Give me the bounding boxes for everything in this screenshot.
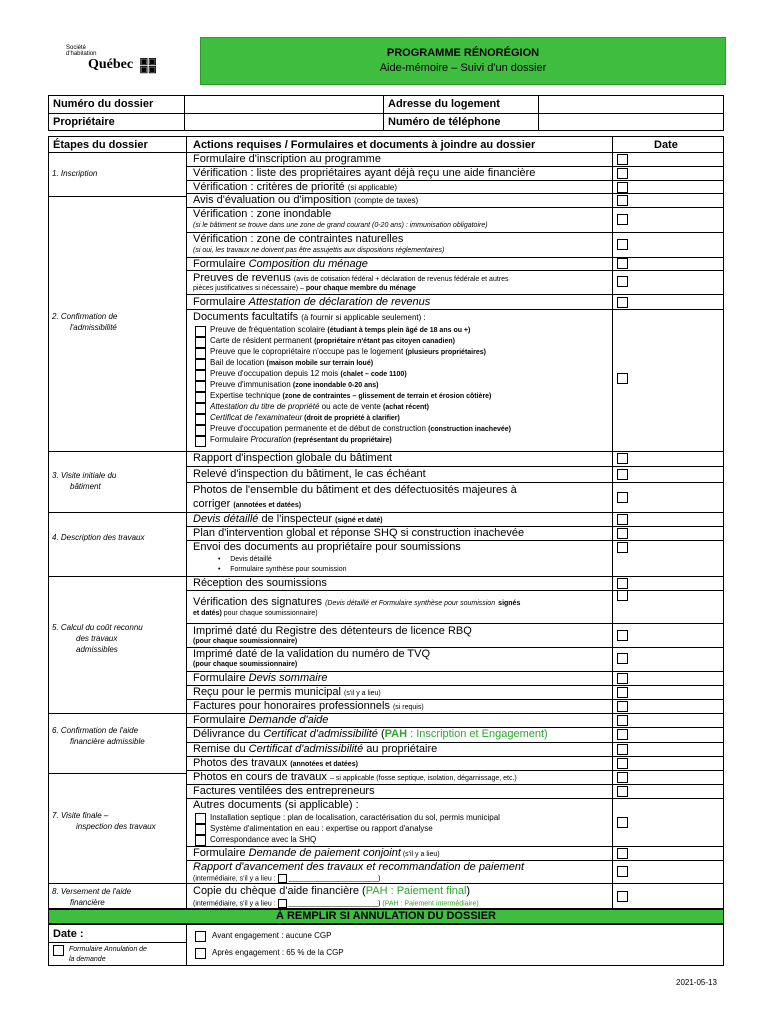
doc-checkbox-3[interactable]: [195, 348, 206, 359]
step-7-line2: inspection des travaux: [76, 822, 156, 831]
dc-4: : Inscription et Engagement): [407, 728, 548, 740]
dc-3: (: [377, 728, 385, 740]
vs-text: Vérification des signatures: [193, 596, 323, 608]
rc-1: Remise du: [193, 743, 249, 755]
ra-line: _______________________): [288, 875, 381, 883]
annulation-form-line2: la demande: [69, 956, 106, 963]
doc-8-mid: ou acte de vente: [319, 402, 384, 411]
cc-line: _______________________): [288, 900, 381, 908]
step-5-line3: admissibles: [76, 645, 118, 654]
doc-1-note: (étudiant à temps plein âgé de 18 ans ou +): [327, 327, 471, 334]
date-checkbox-contraintes[interactable]: [617, 239, 628, 250]
avis-note: (compte de taxes): [354, 196, 419, 205]
doc-checkbox-5[interactable]: [195, 370, 206, 381]
action-paiement-conjoint: [193, 847, 440, 859]
step-5-line2: des travaux: [76, 634, 118, 643]
action-copie-cheque: Copie du chèque d'aide financière (PAH : Paiement final): [193, 885, 471, 897]
action-releve-inspection: Relevé d'inspection du bâtiment, le cas échéant: [193, 468, 426, 480]
doc-11-prefix: Formulaire: [210, 435, 251, 444]
dd-note: (signé et daté): [335, 517, 383, 524]
adresse-input[interactable]: [540, 96, 723, 112]
date-checkbox-honoraires[interactable]: [617, 701, 628, 712]
cheque-intermediaire-checkbox[interactable]: [278, 899, 287, 908]
rc-3: au propriétaire: [363, 743, 438, 755]
date-checkbox-photos-travaux[interactable]: [617, 758, 628, 769]
cc-pah: PAH : Paiement final: [365, 885, 467, 897]
fleur-de-lis-icon: ▣▣ ▣▣: [139, 56, 157, 74]
doc-11: [210, 435, 392, 444]
action-photos-travaux: [193, 757, 358, 769]
annulation-form-line1: Formulaire Annulation de: [69, 946, 147, 953]
date-checkbox-photos-cours[interactable]: [617, 772, 628, 783]
date-checkbox-rapport[interactable]: [617, 453, 628, 464]
step-5: 5. Calcul du coût reconnu: [52, 623, 143, 632]
doc-5-note: (chalet – code 1100): [340, 371, 407, 378]
rbq-note: (pour chaque soumissionnaire): [193, 638, 298, 645]
doc-checkbox-2[interactable]: [195, 337, 206, 348]
other-doc-1: Installation septique : plan de localisation, caractérisation du sol, permis municipal: [210, 813, 500, 822]
photos-corriger: corriger: [193, 498, 231, 510]
avis-text: Avis d'évaluation ou d'imposition: [193, 194, 352, 206]
banner-subtitle: Aide-mémoire – Suivi d'un dossier: [379, 62, 547, 74]
action-honoraires: [193, 700, 424, 712]
doc-3-note: (plusieurs propriétaires): [405, 349, 486, 356]
pr-note3: pour chaque membre du ménage: [305, 285, 416, 292]
action-autres-documents: Autres documents (si applicable) :: [193, 799, 359, 811]
date-checkbox-devis-sommaire[interactable]: [617, 673, 628, 684]
pt-text: Photos des travaux: [193, 757, 291, 769]
other-doc-2: Système d'alimentation en eau : expertise ou rapport d'analyse: [210, 824, 433, 833]
date-checkbox-revenus[interactable]: [617, 276, 628, 287]
doc-1: [210, 325, 470, 334]
doc-6-text: Preuve d'immunisation: [210, 380, 293, 389]
doc-5: [210, 369, 407, 378]
dc-1: Délivrance du: [193, 728, 264, 740]
pec-text: Photos en cours de travaux: [193, 771, 327, 783]
apres-engagement-checkbox[interactable]: [195, 948, 206, 959]
date-checkbox-rbq[interactable]: [617, 630, 628, 641]
date-checkbox-remise[interactable]: [617, 744, 628, 755]
step-8-line2: financière: [70, 898, 105, 907]
date-checkbox-permis[interactable]: [617, 687, 628, 698]
dd-title: Devis détaillé: [193, 513, 259, 525]
zone-inondable-note: (si le bâtiment se trouve dans une zone de grand courant (0-20 ans) : immunisation obligatoire): [193, 222, 488, 229]
pt-note: (annotées et datées): [290, 761, 358, 768]
step-6: 6. Confirmation de l'aide: [52, 726, 139, 735]
doc-checkbox-8[interactable]: [195, 403, 206, 414]
date-checkbox-criteres[interactable]: [617, 182, 628, 193]
doc-8-text: Attestation du titre de propriété: [210, 402, 320, 411]
dc-pah: PAH: [384, 728, 408, 740]
doc-9-text: Certificat de l'examinateur: [210, 413, 303, 422]
action-tvq: Imprimé daté de la validation du numéro de TVQ: [193, 648, 431, 660]
step-3-line2: bâtiment: [70, 482, 101, 491]
date-checkbox-paiement-conjoint[interactable]: [617, 848, 628, 859]
doc-9-note: (droit de propriété à clarifier): [302, 415, 400, 422]
action-criteres: [193, 181, 397, 193]
doc-6: [210, 380, 378, 389]
logo-line2: d'habitation: [66, 51, 97, 57]
date-checkbox-envoi[interactable]: [617, 542, 628, 553]
doc-7-text: Expertise technique: [210, 391, 283, 400]
step-2-line2: l'admissibilité: [70, 323, 117, 332]
footer-date: 2021-05-13: [676, 978, 717, 987]
annulation-form-label: [69, 945, 147, 965]
doc-3: [210, 347, 486, 356]
date-checkbox-autres[interactable]: [617, 817, 628, 828]
doc-4-note: (maison mobile sur terrain loué): [266, 360, 374, 367]
action-liste-proprietaires: Vérification : liste des propriétaires ayant déjà reçu une aide financière: [193, 167, 536, 179]
date-checkbox-facultatifs[interactable]: [617, 373, 628, 384]
annulation-date-label: Date :: [53, 928, 84, 940]
date-checkbox-attestation[interactable]: [617, 297, 628, 308]
action-remise-certificat: [193, 743, 437, 755]
actions-header: Actions requises / Formulaires et documents à joindre au dossier: [193, 139, 536, 151]
annulation-form-checkbox[interactable]: [53, 945, 64, 956]
logo-name: Québec: [88, 57, 134, 73]
vs-note1b: signés: [498, 600, 521, 607]
action-delivrance-certificat: [193, 728, 548, 740]
date-checkbox-demande-aide[interactable]: [617, 715, 628, 726]
date-checkbox-inscription[interactable]: [617, 154, 628, 165]
doc-5-text: Preuve d'occupation depuis 12 mois: [210, 369, 341, 378]
doc-2-text: Carte de résident permanent: [210, 336, 315, 345]
pr-note2: pièces justificatives si nécessaire) –: [193, 285, 304, 292]
action-reception-soumissions: Réception des soumissions: [193, 577, 327, 589]
proprietaire-input[interactable]: [186, 114, 382, 130]
verification-signatures-note: [193, 610, 318, 617]
action-documents-facultatifs: [193, 311, 426, 323]
action-contraintes: Vérification : zone de contraintes naturelles: [193, 233, 404, 245]
apres-engagement-label: Après engagement : 65 % de la CGP: [212, 948, 344, 957]
annulation-table: [48, 924, 724, 966]
numero-dossier-label: Numéro du dossier: [53, 98, 154, 110]
action-devis-detaille: [193, 513, 383, 525]
date-checkbox-cheque[interactable]: [617, 891, 628, 902]
doc-checkbox-11[interactable]: [195, 436, 206, 447]
preuves-revenus-note: [193, 285, 416, 292]
action-attestation-revenus: [193, 296, 430, 308]
cc-note: (intermédiaire, s'il y a lieu :: [193, 900, 276, 908]
telephone-input[interactable]: [540, 114, 723, 130]
telephone-label: Numéro de téléphone: [388, 116, 501, 128]
doc-checkbox-9[interactable]: [195, 414, 206, 425]
logo-line1: Société: [66, 45, 87, 51]
doc-checkbox-7[interactable]: [195, 392, 206, 403]
pc-note: (s'il y a lieu): [400, 851, 440, 858]
df-text: Documents facultatifs: [193, 311, 299, 323]
shq-logo: [66, 45, 176, 75]
action-rapport-avancement: Rapport d'avancement des travaux et recommandation de paiement: [193, 861, 525, 873]
step-2: 2. Confirmation de: [52, 312, 118, 321]
action-preuves-revenus: [193, 272, 509, 284]
step-8: 8. Versement de l'aide: [52, 887, 132, 896]
step-1: 1. Inscription: [52, 169, 98, 178]
pc-title: Demande de paiement conjoint: [248, 847, 401, 859]
doc-10: [210, 424, 511, 433]
step-7: 7. Visite finale –: [52, 811, 109, 820]
criteres-note: (si applicable): [347, 183, 398, 192]
avant-engagement-checkbox[interactable]: [195, 931, 206, 942]
doc-1-text: Preuve de fréquentation scolaire: [210, 325, 328, 334]
criteres-text: Vérification : critères de priorité: [193, 181, 345, 193]
att-prefix: Formulaire: [193, 296, 249, 308]
action-rapport-inspection: Rapport d'inspection globale du bâtiment: [193, 452, 393, 464]
proprietaire-label: Propriétaire: [53, 116, 115, 128]
action-envoi-documents: Envoi des documents au propriétaire pour soumissions: [193, 541, 461, 553]
bullet-devis: • Devis détaillé: [218, 556, 272, 563]
doc-2-note: (propriétaire n'étant pas citoyen canadien): [314, 338, 455, 345]
vs-note1: (Devis détaillé et Formulaire synthèse pour soumission: [325, 600, 496, 607]
action-permis-municipal: [193, 686, 381, 698]
ds-title: Devis sommaire: [248, 672, 328, 684]
photos-note: (annotées et datées): [233, 502, 302, 509]
date-checkbox-composition[interactable]: [617, 258, 628, 269]
annulation-title: À REMPLIR SI ANNULATION DU DOSSIER: [48, 909, 724, 924]
date-checkbox-releve[interactable]: [617, 469, 628, 480]
cc-1: Copie du chèque d'aide financière (: [193, 885, 366, 897]
doc-8-note: (achat récent): [383, 404, 429, 411]
etapes-header: Étapes du dossier: [53, 139, 148, 151]
cm-title: Composition du ménage: [248, 258, 368, 270]
date-header: Date: [654, 139, 678, 151]
other-doc-checkbox-3[interactable]: [195, 835, 206, 846]
doc-7-note: (zone de contraintes – glissement de terrain et érosion côtière): [282, 393, 492, 400]
date-checkbox-delivrance[interactable]: [617, 729, 628, 740]
date-checkbox-plan[interactable]: [617, 528, 628, 539]
doc-4-text: Bail de location: [210, 358, 267, 367]
date-checkbox-rapport-avancement[interactable]: [617, 866, 628, 877]
doc-10-note: (construction inachevée): [428, 426, 511, 433]
pm-note: (s'il y a lieu): [344, 690, 381, 697]
action-composition-menage: [193, 258, 368, 270]
date-checkbox-tvq[interactable]: [617, 653, 628, 664]
contraintes-note: (si oui, les travaux ne doivent pas être assujettis aux dispositions réglementaires): [193, 247, 445, 254]
att-title: Attestation de déclaration de revenus: [248, 296, 431, 308]
ds-prefix: Formulaire: [193, 672, 249, 684]
doc-checkbox-1[interactable]: [195, 326, 206, 337]
action-devis-sommaire: [193, 672, 327, 684]
date-checkbox-signatures[interactable]: [617, 590, 628, 601]
doc-11-title: Procuration: [250, 435, 292, 444]
doc-4: [210, 358, 373, 367]
doc-8: [210, 402, 429, 411]
hon-note: (si requis): [392, 704, 424, 711]
date-checkbox-photos[interactable]: [617, 492, 628, 503]
copie-cheque-note: [193, 899, 479, 908]
doc-9: [210, 413, 400, 422]
doc-6-note: (zone inondable 0-20 ans): [292, 382, 379, 389]
action-zone-inondable: Vérification : zone inondable: [193, 208, 332, 220]
cc-pah-note: (PAH : Paiement intermédiaire): [382, 900, 479, 908]
date-checkbox-liste[interactable]: [617, 168, 628, 179]
step-4: 4. Description des travaux: [52, 533, 145, 542]
other-doc-checkbox-1[interactable]: [195, 813, 206, 824]
banner-title: PROGRAMME RÉNORÉGION: [386, 47, 540, 59]
other-doc-checkbox-2[interactable]: [195, 824, 206, 835]
dd-text: de l'inspecteur: [258, 513, 336, 525]
bullet-devis-text: Devis détaillé: [230, 556, 272, 563]
adresse-label: Adresse du logement: [388, 98, 500, 110]
rc-2: Certificat d'admissibilité: [248, 743, 364, 755]
doc-7: [210, 391, 491, 400]
numero-dossier-input[interactable]: [186, 96, 382, 112]
action-demande-aide: [193, 714, 328, 726]
action-photos-batiment-2: [193, 498, 301, 510]
doc-checkbox-4[interactable]: [195, 359, 206, 370]
hon-text: Factures pour honoraires professionnels: [193, 700, 390, 712]
doc-checkbox-6[interactable]: [195, 381, 206, 392]
action-avis-evaluation: [193, 194, 418, 206]
df-note: (à fournir si applicable seulement) :: [301, 313, 426, 322]
action-photos-batiment: Photos de l'ensemble du bâtiment et des défectuosités majeures à: [193, 484, 517, 496]
action-factures-ventilees: Factures ventilées des entrepreneurs: [193, 785, 375, 797]
pr-note1: (avis de cotisation fédéral + déclaration de revenus fédérale et autres: [293, 276, 509, 283]
action-verification-signatures: [193, 596, 520, 608]
pr-text: Preuves de revenus: [193, 272, 291, 284]
program-banner: [200, 37, 726, 85]
pc-prefix: Formulaire: [193, 847, 249, 859]
date-checkbox-avis[interactable]: [617, 195, 628, 206]
doc-11-note: (représentant du propriétaire): [291, 437, 392, 444]
date-checkbox-factures[interactable]: [617, 786, 628, 797]
date-checkbox-devis-detaille[interactable]: [617, 514, 628, 525]
action-plan-intervention: Plan d'intervention global et réponse SHQ si construction inachevée: [193, 527, 525, 539]
bullet-formulaire: • Formulaire synthèse pour soumission: [218, 566, 347, 573]
avant-engagement-label: Avant engagement : aucune CGP: [212, 931, 332, 940]
bullet-formulaire-text: Formulaire synthèse pour soumission: [230, 566, 347, 573]
vs-note2a: et datés): [193, 610, 222, 617]
doc-10-text: Preuve d'occupation permanente et de début de construction: [210, 424, 429, 433]
step-6-line2: financière admissible: [70, 737, 145, 746]
tvq-note: (pour chaque soumissionnaire): [193, 661, 298, 668]
action-photos-en-cours: [193, 771, 517, 783]
pec-note: – si applicable (fosse septique, isolation, dégarnissage, etc.): [329, 775, 517, 782]
pm-text: Reçu pour le permis municipal: [193, 686, 341, 698]
step-3: 3. Visite initiale du: [52, 471, 117, 480]
rapport-intermediaire-checkbox[interactable]: [278, 874, 287, 883]
action-inscription: Formulaire d'inscription au programme: [193, 153, 381, 165]
da-title: Demande d'aide: [248, 714, 329, 726]
da-prefix: Formulaire: [193, 714, 249, 726]
doc-checkbox-10[interactable]: [195, 425, 206, 436]
vs-note2: pour chaque soumissionnaire): [223, 610, 318, 617]
ra-note: (intermédiaire, s'il y a lieu :: [193, 875, 276, 883]
doc-2: [210, 336, 455, 345]
date-checkbox-reception[interactable]: [617, 578, 628, 589]
other-doc-3: Correspondance avec la SHQ: [210, 835, 317, 844]
doc-3-text: Preuve que le copropriétaire n'occupe pas le logement: [210, 347, 406, 356]
action-registre-rbq: Imprimé daté du Registre des détenteurs de licence RBQ: [193, 625, 472, 637]
dc-2: Certificat d'admissibilité: [263, 728, 378, 740]
date-checkbox-inondable[interactable]: [617, 214, 628, 225]
cm-prefix: Formulaire: [193, 258, 249, 270]
rapport-avancement-note: [193, 874, 380, 883]
